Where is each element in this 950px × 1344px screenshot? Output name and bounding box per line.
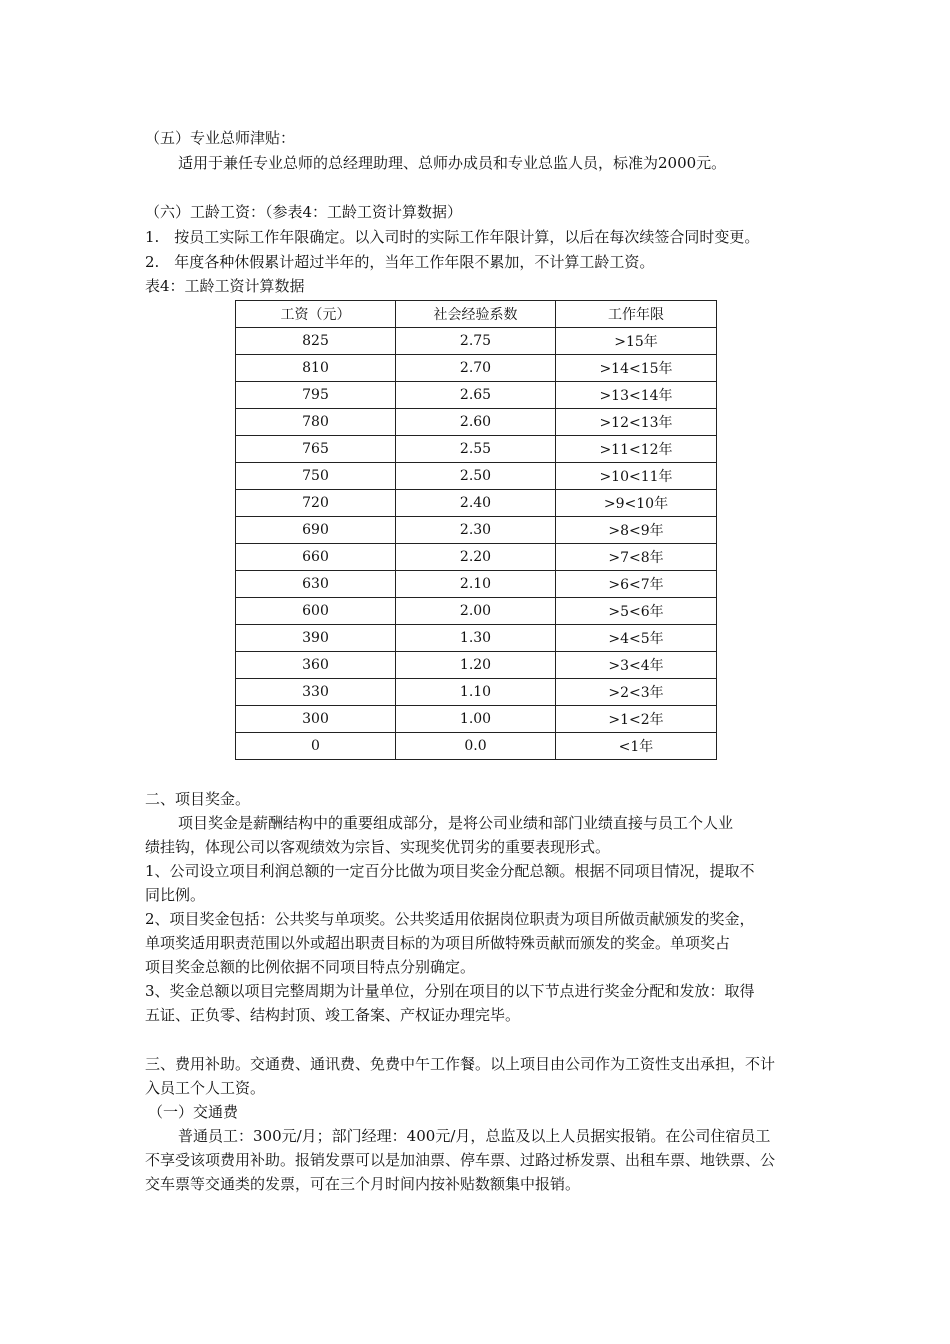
cell-wage: 765	[236, 436, 396, 463]
cell-coefficient: 2.10	[396, 571, 556, 598]
cell-coefficient: 2.50	[396, 463, 556, 490]
cell-coefficient: 2.65	[396, 382, 556, 409]
cell-wage: 360	[236, 652, 396, 679]
cell-years: >13<14年	[556, 382, 717, 409]
table-row	[236, 517, 717, 544]
bonus-p2-line-3: 项目奖金总额的比例依据不同项目特点分别确定。	[145, 958, 476, 976]
expense-heading-line-1: 三、费用补助。交通费、通讯费、免费中午工作餐。以上项目由公司作为工资性支出承担，不计	[145, 1055, 776, 1073]
table-row	[236, 409, 717, 436]
cell-coefficient: 2.60	[396, 409, 556, 436]
cell-coefficient: 0.0	[396, 733, 556, 760]
cell-wage: 825	[236, 328, 396, 355]
cell-years: >10<11年	[556, 463, 717, 490]
section5-heading: （五）专业总师津贴：	[145, 129, 296, 147]
cell-wage: 810	[236, 355, 396, 382]
section5-text: 适用于兼任专业总师的总经理助理、总师办成员和专业总监人员，标准为2000元。	[178, 154, 727, 172]
expense-heading-line-2: 入员工个人工资。	[145, 1079, 266, 1097]
table-row	[236, 652, 717, 679]
table-row	[236, 544, 717, 571]
cell-coefficient: 2.20	[396, 544, 556, 571]
transport-text-line-1: 普通员工：300元/月；部门经理：400元/月，总监及以上人员据实报销。在公司住宿员工	[178, 1127, 771, 1145]
cell-years: >14<15年	[556, 355, 717, 382]
cell-years: >3<4年	[556, 652, 717, 679]
cell-years: >8<9年	[556, 517, 717, 544]
cell-coefficient: 2.75	[396, 328, 556, 355]
transport-text-line-2: 不享受该项费用补助。报销发票可以是加油票、停车票、过路过桥发票、出租车票、地铁票、公	[145, 1151, 776, 1169]
cell-years: >9<10年	[556, 490, 717, 517]
cell-years: >7<8年	[556, 544, 717, 571]
cell-wage: 390	[236, 625, 396, 652]
table-row	[236, 490, 717, 517]
table-row	[236, 706, 717, 733]
table-row	[236, 436, 717, 463]
cell-wage: 660	[236, 544, 396, 571]
cell-years: >12<13年	[556, 409, 717, 436]
cell-wage: 330	[236, 679, 396, 706]
cell-wage: 780	[236, 409, 396, 436]
transport-subheading: （一）交通费	[148, 1103, 239, 1121]
cell-coefficient: 1.20	[396, 652, 556, 679]
cell-wage: 750	[236, 463, 396, 490]
cell-years: >4<5年	[556, 625, 717, 652]
header-coefficient: 社会经验系数	[396, 301, 556, 328]
cell-coefficient: 2.30	[396, 517, 556, 544]
bonus-p3-line-1: 3、奖金总额以项目完整周期为计量单位，分别在项目的以下节点进行奖金分配和发放：取得	[145, 982, 755, 1000]
header-wage: 工资（元）	[236, 301, 396, 328]
section6-item-1: 1. 按员工实际工作年限确定。以入司时的实际工作年限计算，以后在每次续签合同时变更。	[145, 228, 760, 246]
cell-wage: 0	[236, 733, 396, 760]
table-row	[236, 382, 717, 409]
header-years: 工作年限	[556, 301, 717, 328]
table-row	[236, 463, 717, 490]
cell-wage: 600	[236, 598, 396, 625]
bonus-p2-line-2: 单项奖适用职责范围以外或超出职责目标的为项目所做特殊贡献而颁发的奖金。单项奖占	[145, 934, 731, 952]
cell-wage: 795	[236, 382, 396, 409]
cell-years: >6<7年	[556, 571, 717, 598]
section6-item-2: 2. 年度各种休假累计超过半年的，当年工作年限不累加，不计算工龄工资。	[145, 253, 655, 271]
cell-years: >5<6年	[556, 598, 717, 625]
table-row	[236, 733, 717, 760]
bonus-intro-line-1: 项目奖金是薪酬结构中的重要组成部分，是将公司业绩和部门业绩直接与员工个人业	[178, 814, 734, 832]
cell-coefficient: 2.55	[396, 436, 556, 463]
cell-coefficient: 1.10	[396, 679, 556, 706]
bonus-p1-line-1: 1、公司设立项目利润总额的一定百分比做为项目奖金分配总额。根据不同项目情况，提取不	[145, 862, 755, 880]
bonus-heading: 二、项目奖金。	[145, 790, 251, 808]
cell-wage: 630	[236, 571, 396, 598]
cell-wage: 720	[236, 490, 396, 517]
table-header-row	[236, 301, 717, 328]
cell-coefficient: 2.70	[396, 355, 556, 382]
bonus-p3-line-2: 五证、正负零、结构封顶、竣工备案、产权证办理完毕。	[145, 1006, 521, 1024]
cell-coefficient: 1.00	[396, 706, 556, 733]
section6-heading: （六）工龄工资：（参表4：工龄工资计算数据）	[145, 203, 463, 221]
cell-wage: 690	[236, 517, 396, 544]
table-row	[236, 571, 717, 598]
bonus-p2-line-1: 2、项目奖金包括：公共奖与单项奖。公共奖适用依据岗位职责为项目所做贡献颁发的奖金，	[145, 910, 755, 928]
wage-table	[235, 300, 717, 760]
cell-years: >11<12年	[556, 436, 717, 463]
bonus-intro-line-2: 绩挂钩，体现公司以客观绩效为宗旨、实现奖优罚劣的重要表现形式。	[145, 838, 611, 856]
table-row	[236, 625, 717, 652]
cell-years: <1年	[556, 733, 717, 760]
table-caption: 表4：工龄工资计算数据	[145, 277, 305, 295]
cell-years: >1<2年	[556, 706, 717, 733]
cell-years: >2<3年	[556, 679, 717, 706]
cell-wage: 300	[236, 706, 396, 733]
cell-years: >15年	[556, 328, 717, 355]
table-row	[236, 355, 717, 382]
transport-text-line-3: 交车票等交通类的发票，可在三个月时间内按补贴数额集中报销。	[145, 1175, 581, 1193]
cell-coefficient: 2.00	[396, 598, 556, 625]
cell-coefficient: 1.30	[396, 625, 556, 652]
bonus-p1-line-2: 同比例。	[145, 886, 206, 904]
table-row	[236, 598, 717, 625]
table-row	[236, 328, 717, 355]
table-row	[236, 679, 717, 706]
cell-coefficient: 2.40	[396, 490, 556, 517]
